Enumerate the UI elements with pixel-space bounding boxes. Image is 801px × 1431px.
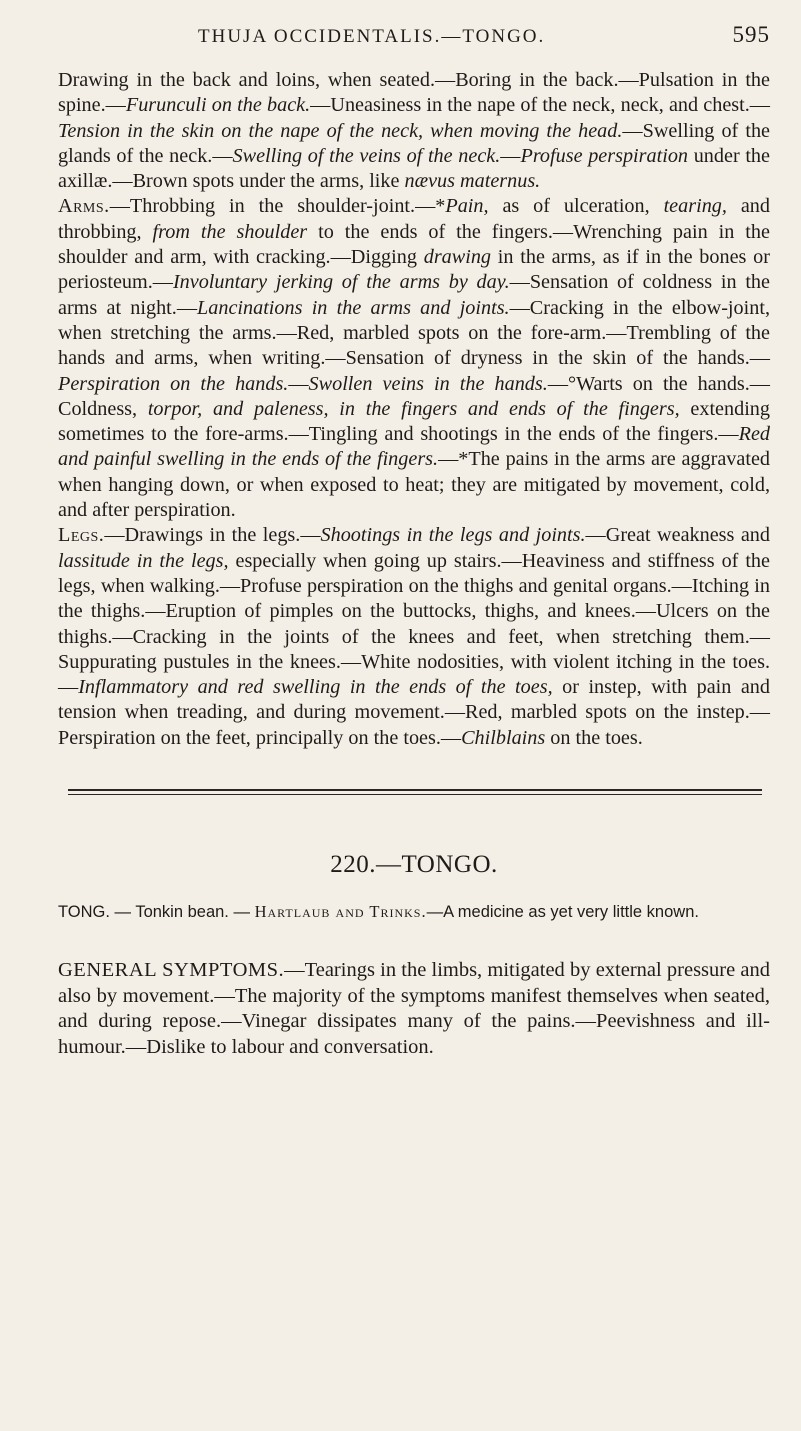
text-run: —Tearings in the limbs, mitigated by external pressure and also by movement.—The majority of the symptoms manifest themselves when seated, and during repose.—Vinegar dissipates many of the pains.—Peevishness and ill-humour.—Dislike to labour and conversation. — [58, 959, 770, 1058]
text-run: as of ulceration, — [488, 195, 664, 218]
italic-run: torpor, and paleness, in the fingers and ends of the fingers, — [147, 397, 680, 420]
text-run: —°Warts on the hands.—Coldness, — [58, 372, 770, 420]
text-run: —Throbbing in the shoulder-joint.—* — [109, 195, 446, 218]
remedy-note — [58, 902, 770, 922]
italic-run: drawing — [423, 246, 492, 269]
divider-rule-thin — [68, 794, 762, 795]
text-run: — — [288, 372, 309, 395]
text-run: —Great weakness and — [585, 524, 770, 547]
italic-run: from the shoulder — [152, 220, 308, 243]
text-run: extending sometimes to the fore-arms.—Tingling and shootings in the ends of the fingers.— — [58, 397, 770, 446]
italic-run: Swollen veins in the hands. — [308, 372, 548, 395]
text-run: in the arms, as if in the bones or periosteum.— — [58, 246, 770, 294]
italic-run: tearing, — [663, 195, 727, 218]
small-caps-heading: Arms. — [58, 195, 110, 218]
text-run: especially when going up stairs.—Heaviness and stiffness of the legs, when walking.—Profuse perspiration on the thighs and genital organs.—Itching in the thighs.—Eruption of pimples on the buttocks, thighs, and knees.—Ulcers on the thighs.—Cracking in the joints of the knees and feet, when stretching them.—Suppurating pustules in the knees.—White nodosities, with violent itching in the toes.— — [58, 549, 770, 699]
italic-run: Lancinations in the arms and joints. — [197, 296, 510, 319]
text-run: to the ends of the fingers.—Wrenching pain in the shoulder and arm, with cracking.—Digging — [58, 220, 770, 269]
arms-paragraph — [58, 194, 770, 523]
italic-run: Furunculi on the back. — [125, 94, 311, 117]
back-paragraph — [58, 68, 770, 194]
page-number: 595 — [732, 22, 770, 47]
italic-run: lassitude in the legs, — [58, 549, 229, 572]
text-run: under the axillæ.—Brown spots under the arms, like — [58, 144, 770, 193]
general-symptoms-paragraph — [58, 958, 770, 1060]
section-divider — [68, 789, 762, 795]
divider-rule-thick — [68, 789, 762, 791]
italic-run: Pain, — [445, 195, 489, 218]
text-run: and throbbing, — [58, 195, 770, 243]
legs-paragraph — [58, 523, 770, 751]
italic-run: Shootings in the legs and joints. — [320, 524, 586, 547]
thuja-symptoms — [58, 68, 770, 751]
running-title: THUJA OCCIDENTALIS.—TONGO. — [198, 26, 546, 47]
text-run: on the toes. — [545, 726, 643, 749]
text-run: —Swelling of the glands of the neck.— — [58, 119, 771, 167]
italic-run: Tension in the skin on the nape of the neck, when moving the head. — [58, 119, 623, 142]
page-header — [58, 22, 770, 48]
italic-run: nævus maternus. — [404, 170, 541, 193]
text-run: —Sensation of coldness in the arms at night.— — [58, 271, 770, 319]
small-caps-heading: Legs. — [58, 524, 105, 547]
text-run: or instep, with pain and tension when treading, and during movement.—Red, marbled spots on the instep.—Perspiration on the feet, principally on the toes.— — [58, 676, 770, 749]
text-run: TONG. — Tonkin bean. — — [58, 903, 255, 922]
italic-run: Swelling of the veins of the neck. — [232, 144, 501, 167]
section-title: 220.—TONGO. — [330, 851, 498, 879]
text-run: —Uneasiness in the nape of the neck, neck, and chest.— — [310, 94, 770, 117]
italic-run: Chilblains — [461, 726, 546, 749]
text-run: —Cracking in the elbow-joint, when stretching the arms.—Red, marbled spots on the fore-arm.—Trembling of the hands and arms, when writing.—Sensation of dryness in the skin of the hands.— — [58, 296, 770, 370]
text-run: —*The pains in the arms are aggravated when hanging down, or when exposed to heat; they are mitigated by movement, cold, and after perspiration. — [58, 448, 771, 522]
text-run: —Drawings in the legs.— — [104, 524, 321, 547]
italic-run: Profuse perspiration — [520, 144, 689, 167]
italic-run: Perspiration on the hands. — [58, 372, 289, 395]
italic-run: Inflammatory and red swelling in the ends of the toes, — [78, 676, 553, 699]
page — [58, 22, 770, 1081]
italic-run: Involuntary jerking of the arms by day. — [172, 271, 510, 294]
small-caps-heading: Hartlaub and Trinks. — [254, 902, 427, 922]
text-run: —A medicine as yet very little known. — [426, 903, 699, 922]
italic-run: Red and painful swelling in the ends of the fingers. — [58, 423, 770, 471]
lead-heading: GENERAL SYMPTOMS. — [58, 959, 285, 982]
text-run: — — [500, 144, 521, 167]
text-run: Drawing in the back and loins, when seated.—Boring in the back.—Pulsation in the spine.— — [58, 69, 770, 117]
